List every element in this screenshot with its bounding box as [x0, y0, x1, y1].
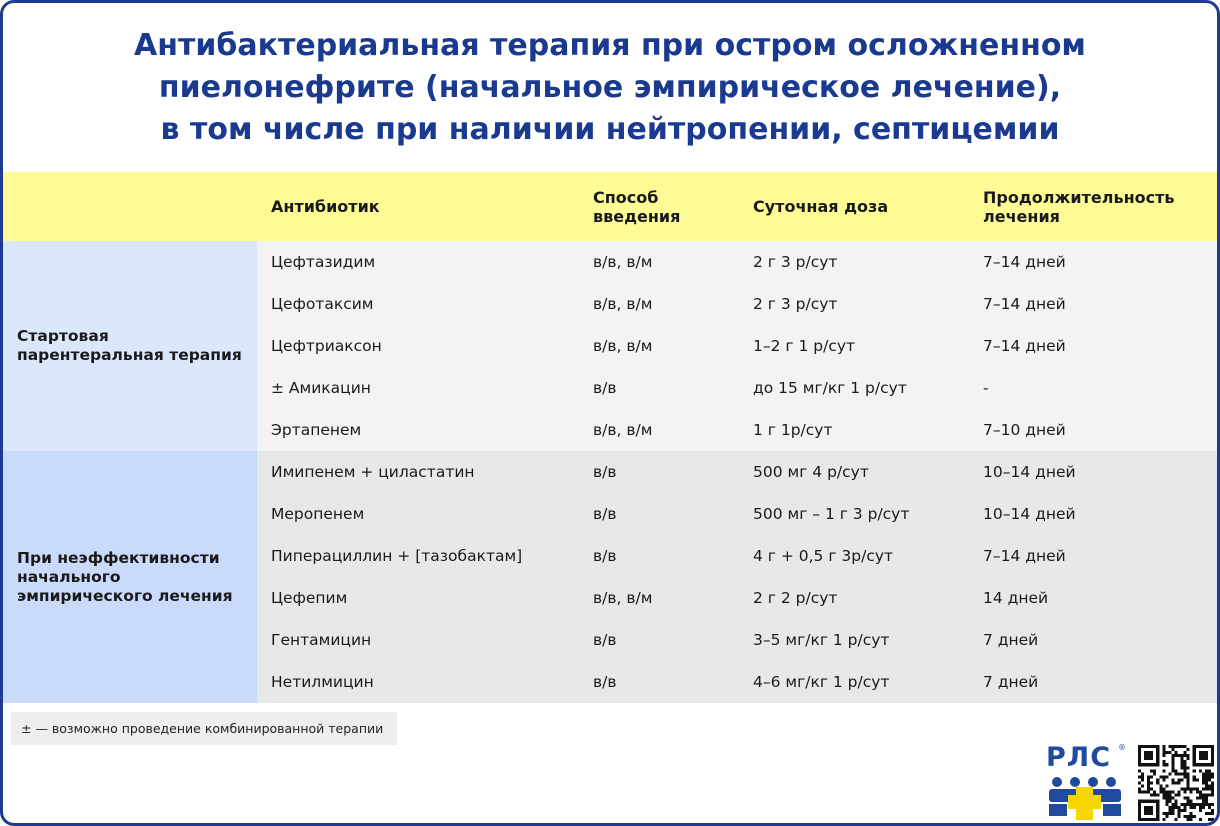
rls-logo [1046, 743, 1126, 819]
cell-antibiotic: Эртапенем [257, 409, 579, 451]
cell-antibiotic: Цефтриаксон [257, 325, 579, 367]
cell-route: в/в [579, 535, 739, 577]
registered-mark: ® [1118, 743, 1126, 752]
cell-duration: 10–14 дней [969, 493, 1217, 535]
cell-dose: 1 г 1р/сут [739, 409, 969, 451]
cell-duration: 7–10 дней [969, 409, 1217, 451]
page-title [3, 25, 1217, 151]
group-label-ineffective-treatment: При неэффективности начального эмпирического лечения [3, 451, 257, 703]
logo-text: РЛС [1046, 742, 1112, 773]
cell-route: в/в [579, 367, 739, 409]
cell-dose: 2 г 3 р/сут [739, 241, 969, 283]
cell-duration: 7 дней [969, 619, 1217, 661]
cell-dose: 4 г + 0,5 г 3р/сут [739, 535, 969, 577]
cell-antibiotic: Гентамицин [257, 619, 579, 661]
cell-antibiotic: ± Амикацин [257, 367, 579, 409]
cell-dose: 500 мг 4 р/сут [739, 451, 969, 493]
cell-route: в/в [579, 451, 739, 493]
cell-antibiotic: Пиперациллин + [тазобактам] [257, 535, 579, 577]
cell-dose: 1–2 г 1 р/сут [739, 325, 969, 367]
cell-duration: 7 дней [969, 661, 1217, 703]
header-group [3, 172, 257, 241]
cell-route: в/в, в/м [579, 577, 739, 619]
cell-dose: 4–6 мг/кг 1 р/сут [739, 661, 969, 703]
cell-duration: - [969, 367, 1217, 409]
cell-antibiotic: Нетилмицин [257, 661, 579, 703]
cell-route: в/в, в/м [579, 241, 739, 283]
cell-duration: 14 дней [969, 577, 1217, 619]
cell-duration: 7–14 дней [969, 241, 1217, 283]
cell-duration: 7–14 дней [969, 535, 1217, 577]
qr-code-icon[interactable] [1138, 745, 1214, 821]
cell-duration: 10–14 дней [969, 451, 1217, 493]
header-route: Способ введения [579, 172, 739, 241]
cell-antibiotic: Имипенем + циластатин [257, 451, 579, 493]
cell-antibiotic: Цефепим [257, 577, 579, 619]
footnote: ± — возможно проведение комбинированной терапии [11, 712, 397, 745]
cell-antibiotic: Меропенем [257, 493, 579, 535]
cell-route: в/в, в/м [579, 283, 739, 325]
cell-route: в/в [579, 661, 739, 703]
table-row [3, 451, 1217, 493]
cell-route: в/в, в/м [579, 409, 739, 451]
header-duration: Продолжительность лечения [969, 172, 1217, 241]
cell-dose: до 15 мг/кг 1 р/сут [739, 367, 969, 409]
header-antibiotic: Антибиотик [257, 172, 579, 241]
header-dose: Суточная доза [739, 172, 969, 241]
cell-antibiotic: Цефтазидим [257, 241, 579, 283]
group-label-start-therapy: Стартовая парентеральная терапия [3, 241, 257, 451]
cell-route: в/в [579, 493, 739, 535]
cell-route: в/в, в/м [579, 325, 739, 367]
cell-dose: 2 г 2 р/сут [739, 577, 969, 619]
table-row [3, 241, 1217, 283]
cell-duration: 7–14 дней [969, 325, 1217, 367]
rls-people-cross-icon [1046, 776, 1126, 820]
cell-dose: 2 г 3 р/сут [739, 283, 969, 325]
cell-dose: 500 мг – 1 г 3 р/сут [739, 493, 969, 535]
table-header-row [3, 172, 1217, 241]
title-line-3: в том числе при наличии нейтропении, септицемии [160, 112, 1060, 147]
cell-antibiotic: Цефотаксим [257, 283, 579, 325]
title-line-2: пиелонефрите (начальное эмпирическое лечение), [158, 70, 1062, 105]
therapy-table [3, 172, 1217, 703]
cell-duration: 7–14 дней [969, 283, 1217, 325]
cell-route: в/в [579, 619, 739, 661]
cell-dose: 3–5 мг/кг 1 р/сут [739, 619, 969, 661]
title-line-1: Антибактериальная терапия при остром осложненном [134, 28, 1086, 63]
